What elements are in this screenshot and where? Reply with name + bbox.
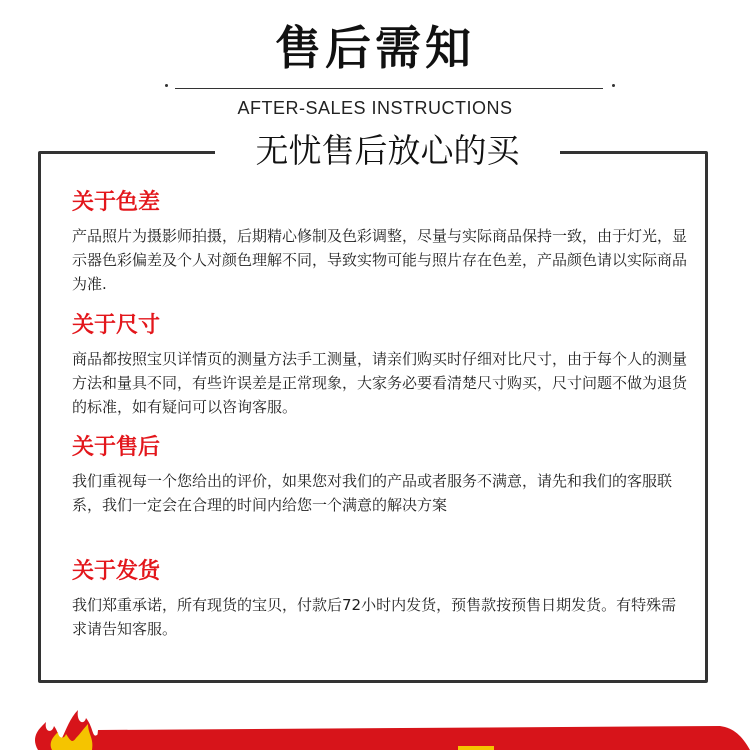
- title-rule-left-dot: [165, 84, 168, 87]
- section-body: 产品照片为摄影师拍摄，后期精心修制及色彩调整，尽量与实际商品保持一致，由于灯光，显示器色彩偏差及个人对颜色理解不同，导致实物可能与照片存在色差，产品颜色请以实际商品为准.: [72, 227, 688, 293]
- bottom-banner: [0, 708, 750, 750]
- section-color-difference: [72, 188, 687, 296]
- section-shipping: [72, 557, 687, 641]
- title-rule-right-dot: [612, 84, 615, 87]
- flame-banner-graphic: [0, 708, 750, 750]
- page-title: 售后需知: [275, 21, 475, 75]
- section-after-sales: [72, 433, 687, 517]
- page-subtitle: AFTER-SALES INSTRUCTIONS: [237, 98, 513, 118]
- panel-heading: 无忧售后放心的买: [215, 125, 560, 177]
- section-size: [72, 311, 687, 419]
- section-body: 我们重视每一个您给出的评价，如果您对我们的产品或者服务不满意，请先和我们的客服联系，我们一定会在合理的时间内给您一个满意的解决方案: [72, 472, 673, 514]
- section-body: 我们郑重承诺，所有现货的宝贝，付款后72小时内发货，预售款按预售日期发货。有特殊需求请告知客服。: [72, 596, 677, 638]
- banner-badge: [458, 746, 494, 750]
- section-body: 商品都按照宝贝详情页的测量方法手工测量，请亲们购买时仔细对比尺寸，由于每个人的测量方法和量具不同，有些许误差是正常现象，大家务必要看清楚尺寸购买，尺寸问题不做为退货的标准，如有疑问可以咨询客服。: [72, 350, 688, 416]
- banner-bar: [96, 726, 750, 750]
- section-title: 关于尺寸: [72, 313, 161, 338]
- section-title: 关于发货: [72, 559, 161, 584]
- section-title: 关于售后: [72, 435, 161, 460]
- section-title: 关于色差: [72, 190, 161, 215]
- title-divider: [175, 88, 603, 89]
